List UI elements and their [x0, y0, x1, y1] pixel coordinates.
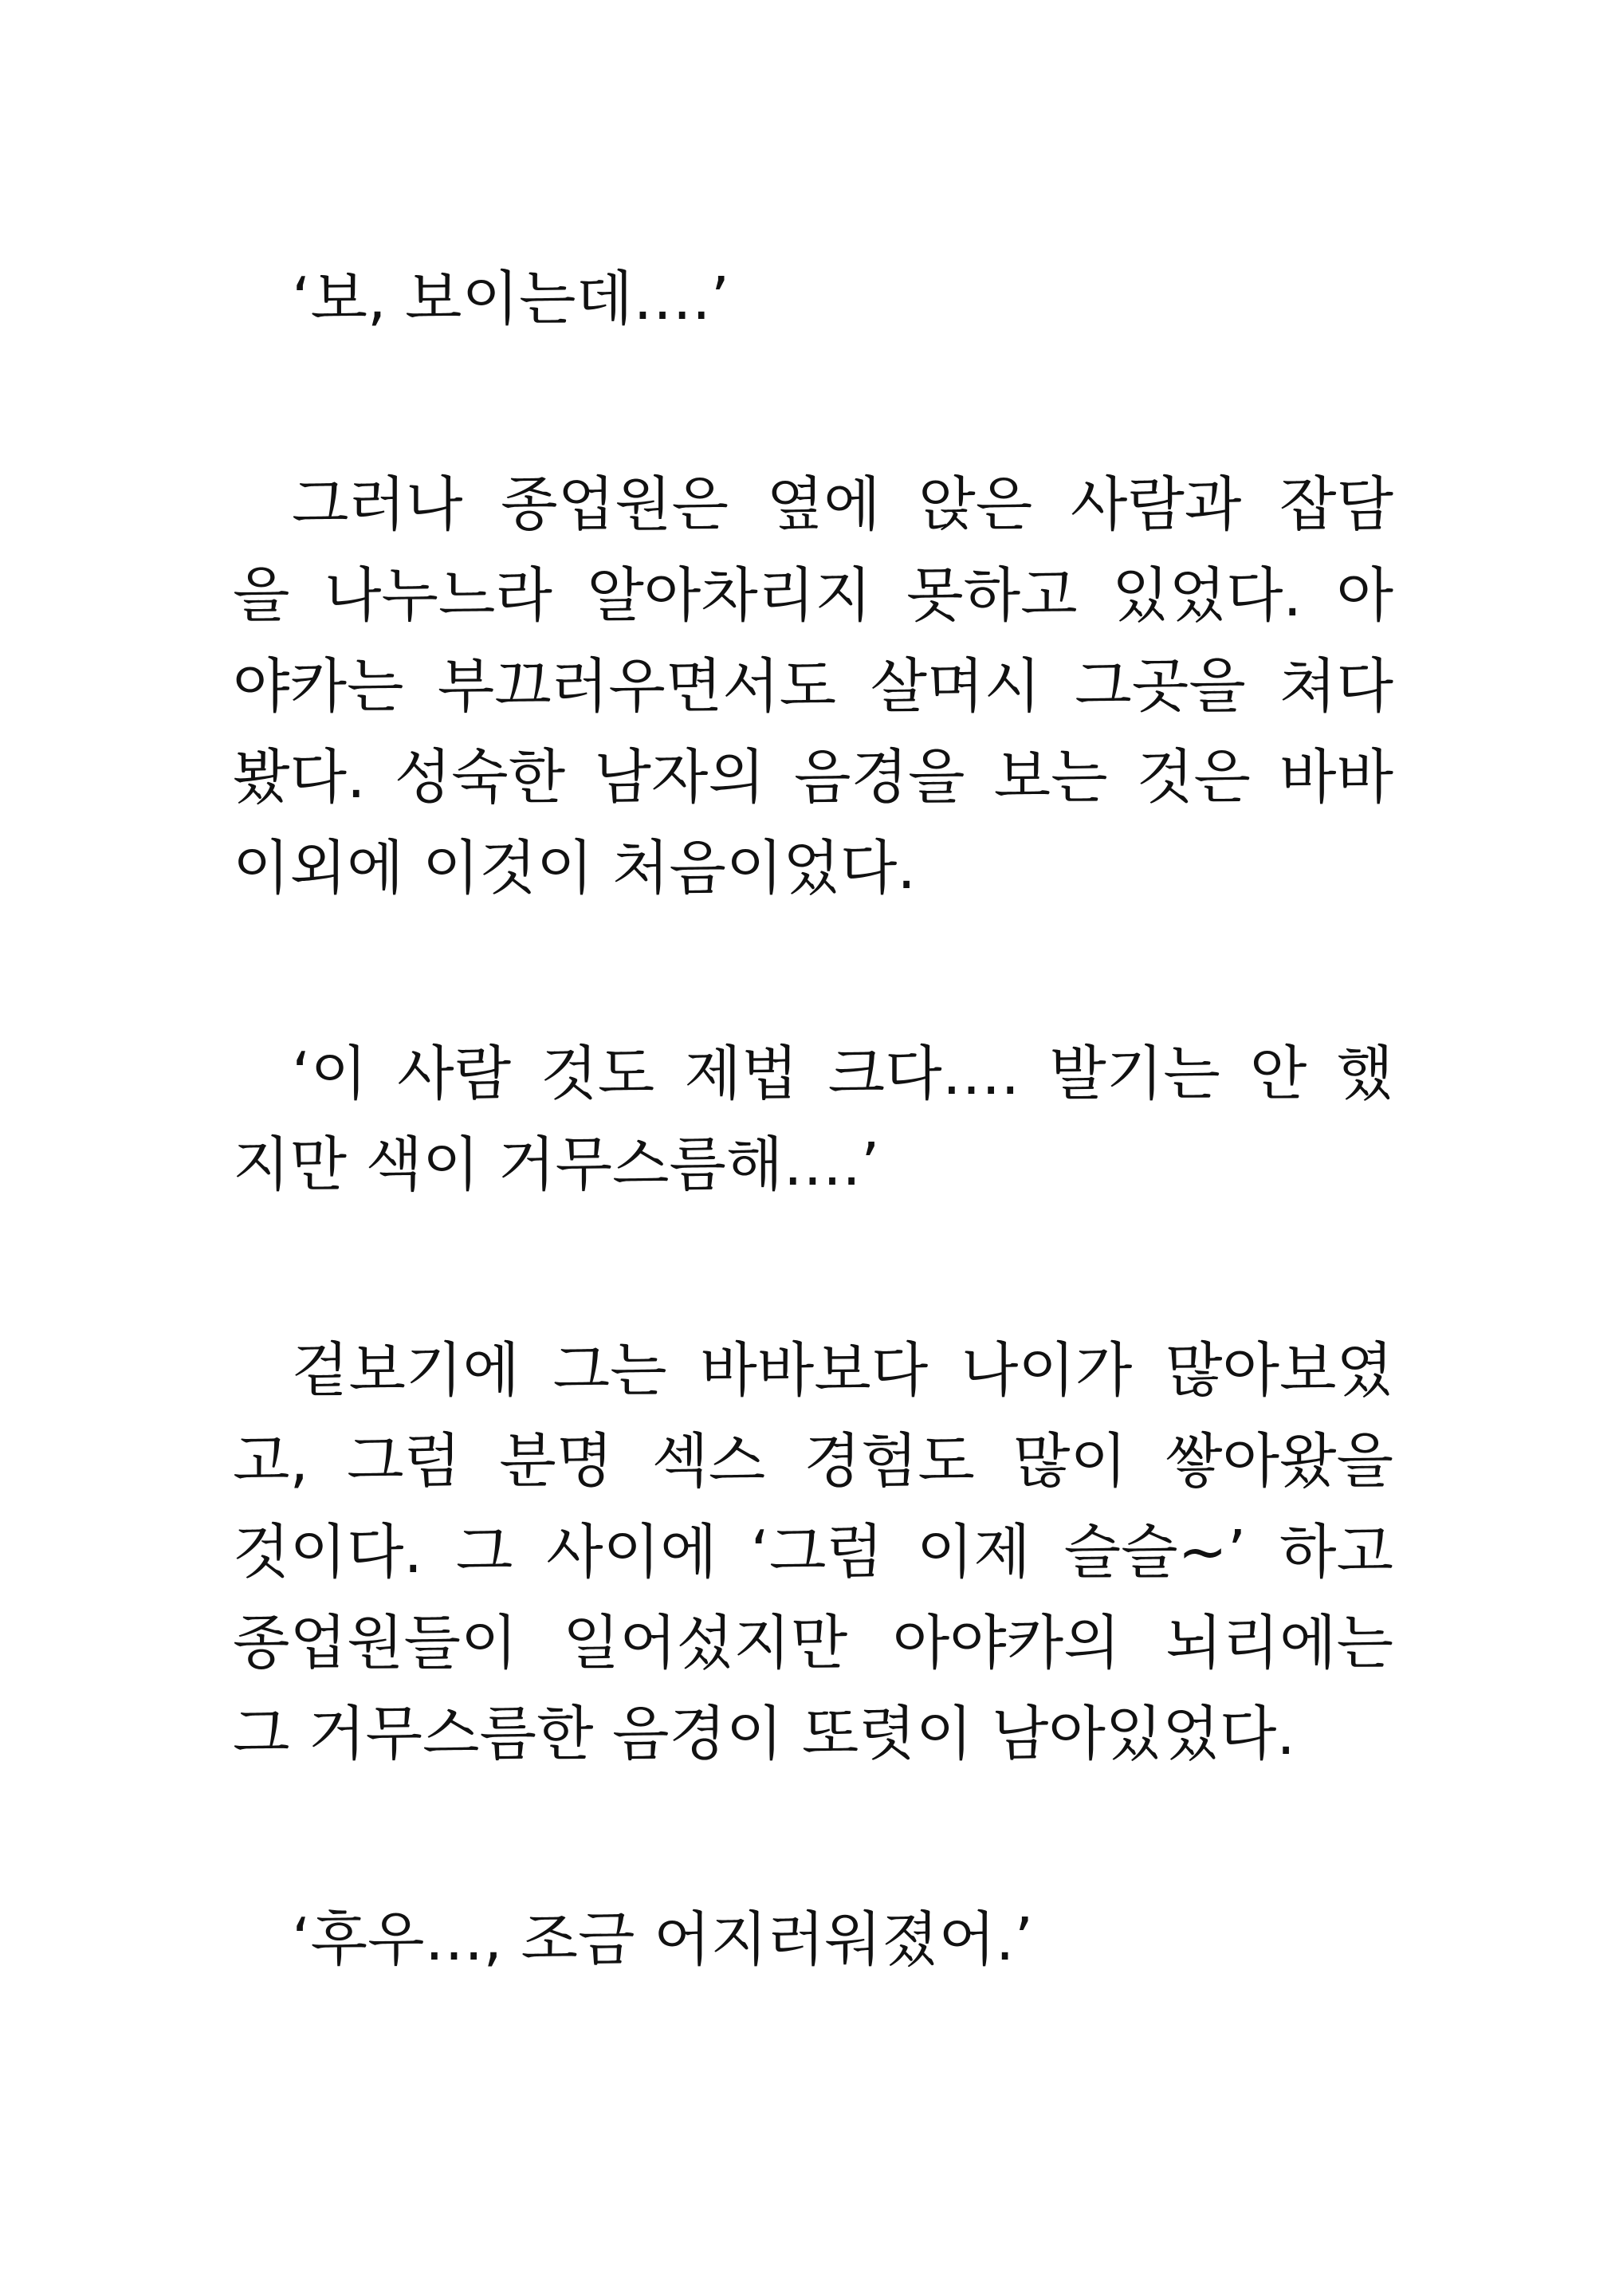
dialogue-line: ‘보, 보이는데….’: [292, 265, 730, 333]
paragraph-line: 봤다. 성숙한 남자의 음경을 보는 것은 바바: [233, 743, 1393, 812]
paragraph-line: 고, 그럼 분명 섹스 경험도 많이 쌓아왔을: [233, 1427, 1393, 1496]
paragraph-line: 그 거무스름한 음경이 또렷이 남아있었다.: [233, 1700, 1295, 1768]
paragraph-line: 그러나 종업원은 옆에 앉은 사람과 잡담: [292, 470, 1393, 539]
paragraph-line: 을 나누느라 알아차리지 못하고 있었다. 아: [233, 561, 1393, 630]
paragraph-line: 종업원들이 일어섰지만 아야카의 뇌리에는: [233, 1609, 1393, 1677]
paragraph-line: 이외에 이것이 처음이었다.: [233, 834, 916, 902]
paragraph-line: 야카는 부끄러우면서도 살며시 그곳을 쳐다: [233, 652, 1393, 721]
paragraph-line: 것이다. 그 사이에 ‘그럼 이제 슬슬~’ 하고: [233, 1518, 1393, 1586]
dialogue-line: ‘이 사람 것도 제법 크다…. 발기는 안 했: [292, 1040, 1393, 1108]
dialogue-line: ‘후우…, 조금 어지러워졌어.’: [292, 1905, 1033, 1974]
paragraph-line: 겉보기에 그는 바바보다 나이가 많아보였: [292, 1336, 1393, 1405]
dialogue-line: 지만 색이 거무스름해….’: [233, 1130, 880, 1199]
